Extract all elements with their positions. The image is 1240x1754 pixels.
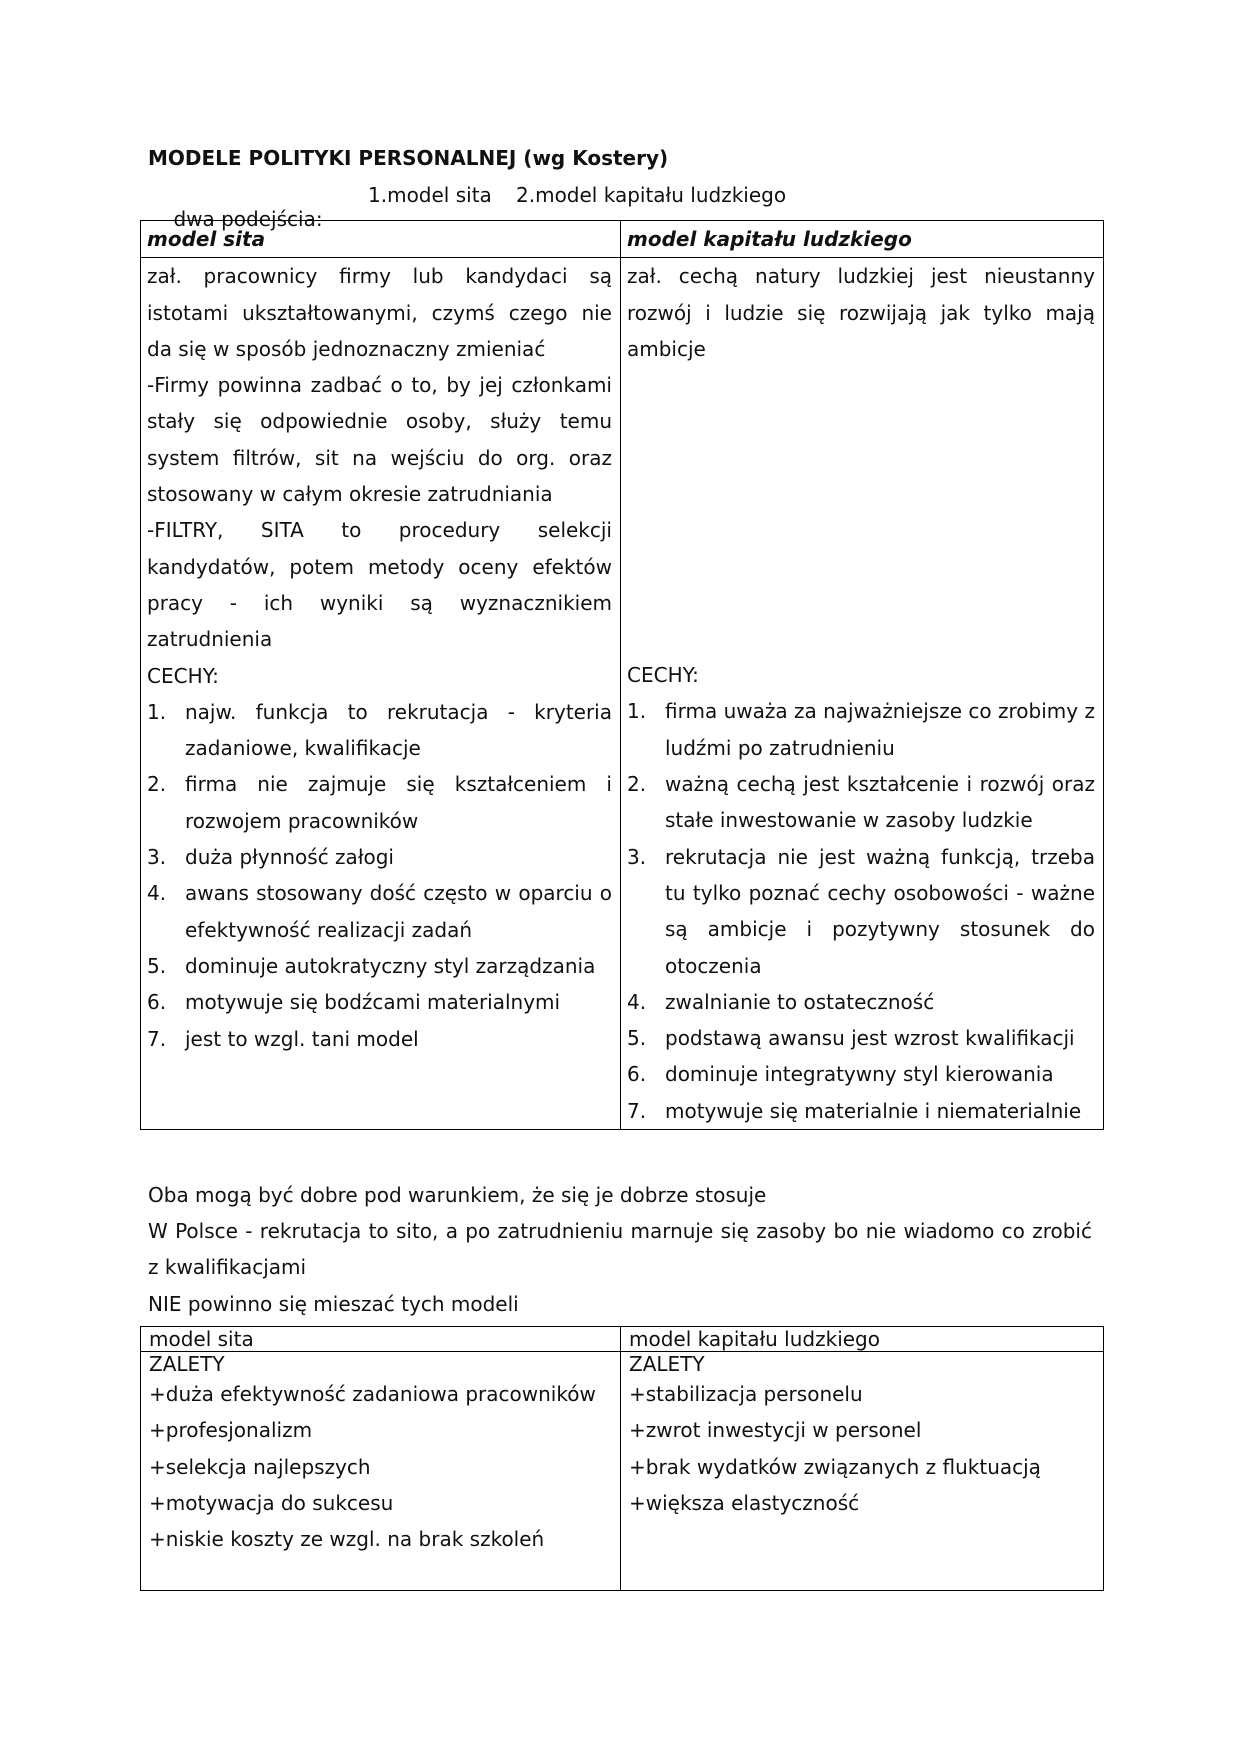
header-model-sita: model sita	[141, 221, 621, 258]
kapital-features-list	[627, 693, 1095, 1129]
kapital-zalety-label: ZALETY	[629, 1352, 705, 1376]
models-comparison-table	[140, 220, 1104, 1130]
conclusion-1: Oba mogą być dobre pod warunkiem, że się je dobrze stosuje	[148, 1183, 767, 1207]
list-item: +stabilizacja personelu	[629, 1382, 863, 1406]
list-item: +zwrot inwestycji w personel	[629, 1418, 922, 1443]
sita-features-list	[147, 694, 612, 1057]
list-item: 4. zwalnianie to ostateczność	[627, 989, 935, 1014]
header-model-kapitalu: model kapitału ludzkiego	[621, 1327, 1104, 1352]
list-item: +niskie koszty ze wzgl. na brak szkoleń	[149, 1527, 545, 1552]
list-item: +profesjonalizm	[149, 1418, 313, 1443]
sita-cechy-label: CECHY:	[147, 663, 219, 688]
document-title: MODELE POLITYKI PERSONALNEJ (wg Kostery)	[148, 146, 669, 170]
table-body-row	[141, 1352, 1104, 1591]
conclusion-2: W Polsce - rekrutacja to sito, a po zatrudnieniu marnuje się zasoby bo nie wiadomo co zrobić z kwalifikacjami	[148, 1219, 1092, 1280]
list-item: 2. ważną cechą jest kształcenie i rozwój oraz stałe inwestowanie w zasoby ludzkie	[627, 772, 1095, 833]
list-item: +brak wydatków związanych z fluktuacją	[629, 1454, 1041, 1479]
sita-advantages-cell	[141, 1352, 621, 1591]
list-item: +duża efektywność zadaniowa pracowników	[149, 1382, 596, 1406]
header-model-kapitalu: model kapitału ludzkiego	[621, 221, 1104, 258]
list-item: 6. dominuje integratywny styl kierowania	[627, 1062, 1054, 1087]
list-item: +większa elastyczność	[629, 1490, 860, 1515]
approach-2: 2.model kapitału ludzkiego	[516, 183, 787, 207]
sita-paragraph-2: -Firmy powinna zadbać o to, by jej członkami stały się odpowiednie osoby, służy temu system filtrów, sit na wejściu do org. oraz stosowany w całym okresie zatrudniania	[147, 373, 612, 507]
sita-paragraph-3: -FILTRY, SITA to procedury selekcji kandydatów, potem metody oceny efektów pracy - ich wyniki są wyznacznikiem zatrudnienia	[147, 518, 612, 652]
list-item: 6. motywuje się bodźcami materialnymi	[147, 990, 561, 1015]
spacer	[627, 367, 1095, 657]
approaches-label: dwa podejścia:	[173, 207, 323, 231]
table-header-row	[141, 1327, 1104, 1352]
model-kapitalu-cell	[621, 258, 1104, 1130]
conclusion-3: NIE powinno się mieszać tych modeli	[148, 1292, 519, 1316]
table-body-row	[141, 258, 1104, 1130]
list-item: 7. jest to wzgl. tani model	[147, 1026, 419, 1051]
kapital-assumption: zał. cechą natury ludzkiej jest nieustanny rozwój i ludzie się rozwijają jak tylko mają ambicje	[627, 264, 1095, 361]
list-item: 1. najw. funkcja to rekrutacja - kryteria zadaniowe, kwalifikacje	[147, 699, 612, 761]
list-item: +selekcja najlepszych	[149, 1454, 371, 1479]
kapital-advantages-cell	[621, 1352, 1104, 1591]
table-header-row	[141, 221, 1104, 258]
header-model-sita: model sita	[141, 1327, 621, 1352]
sita-assumption: zał. pracownicy firmy lub kandydaci są istotami ukształtowanymi, czymś czego nie da się w sposób jednoznaczny zmieniać	[147, 264, 612, 361]
list-item: 4. awans stosowany dość często w oparciu o efektywność realizacji zadań	[147, 881, 612, 942]
list-item: 7. motywuje się materialnie i niematerialnie	[627, 1098, 1082, 1123]
sita-zalety-label: ZALETY	[149, 1352, 225, 1376]
advantages-table	[140, 1326, 1104, 1591]
list-item: 5. podstawą awansu jest wzrost kwalifikacji	[627, 1026, 1075, 1051]
list-item: 2. firma nie zajmuje się kształceniem i rozwojem pracowników	[147, 772, 612, 833]
list-item: 3. duża płynność załogi	[147, 845, 394, 870]
approach-1: 1.model sita	[368, 183, 492, 207]
list-item: +motywacja do sukcesu	[149, 1490, 394, 1515]
list-item: 1. firma uważa za najważniejsze co zrobimy z ludźmi po zatrudnieniu	[627, 699, 1095, 760]
kapital-cechy-label: CECHY:	[627, 663, 699, 688]
list-item: 3. rekrutacja nie jest ważną funkcją, trzeba tu tylko poznać cechy osobowości - ważne są ambicje i pozytywny stosunek do otoczenia	[627, 844, 1095, 978]
list-item: 5. dominuje autokratyczny styl zarządzania	[147, 953, 596, 978]
model-sita-cell	[141, 258, 621, 1130]
